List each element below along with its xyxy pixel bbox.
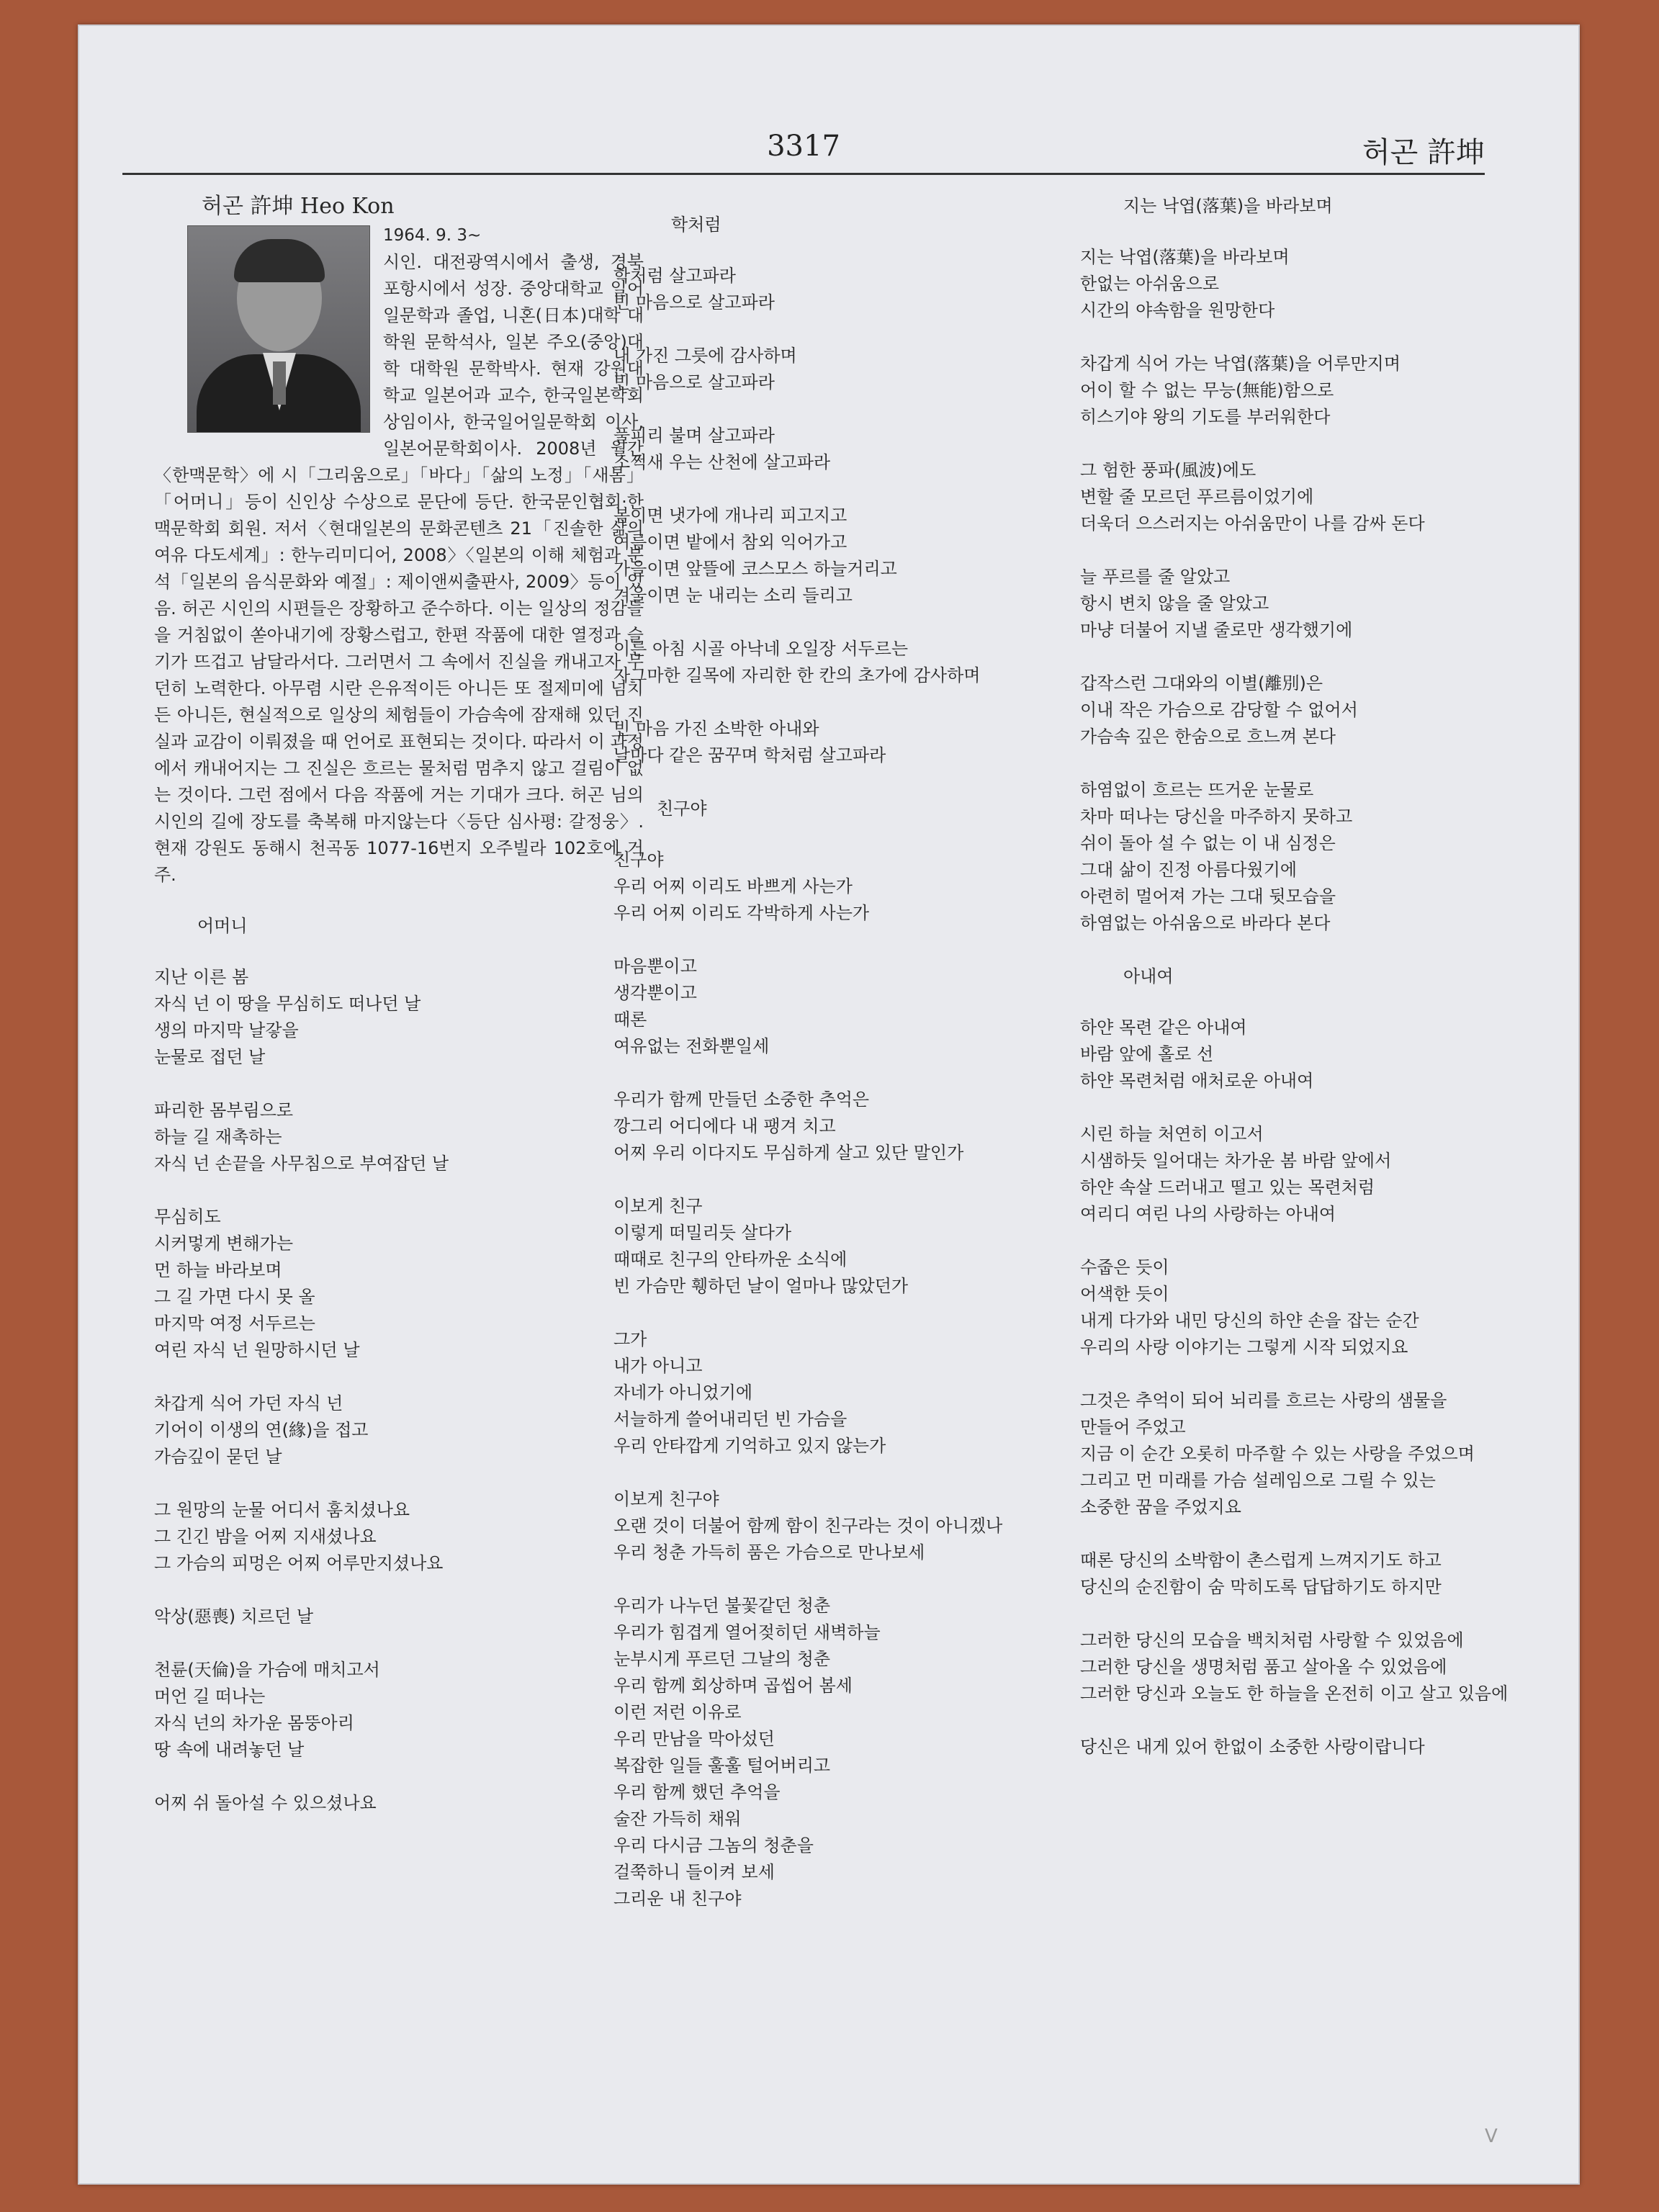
poem-line: 눈물로 접던 날 [154, 1047, 266, 1067]
poem-title: 친구야 [657, 799, 707, 819]
poem-line: 이런 저런 이유로 [613, 1702, 742, 1722]
stanza [154, 964, 644, 1071]
poem-line: 자그마한 길목에 자리한 한 칸의 초가에 감사하며 [613, 665, 981, 685]
poem-line: 어이 할 수 없는 무능(無能)함으로 [1080, 380, 1334, 400]
stanza [1080, 457, 1519, 537]
poem-line: 여린 자식 넌 원망하시던 날 [154, 1340, 360, 1360]
poem-line: 가슴속 깊은 한숨으로 흐느껴 본다 [1080, 727, 1336, 747]
poem-line: 쉬이 돌아 설 수 없는 이 내 심정은 [1080, 833, 1336, 853]
poem-line: 생의 마지막 날갛을 [154, 1020, 299, 1040]
poem-line: 천륜(天倫)을 가슴에 매치고서 [154, 1660, 380, 1680]
poem-line: 오랜 것이 더불어 함께 함이 친구라는 것이 아니겠나 [613, 1516, 1003, 1536]
poem-line: 자식 넌의 차가운 몸뚱아리 [154, 1713, 354, 1733]
poem-line: 봄이면 냇가에 개나리 피고지고 [613, 505, 848, 526]
stanza [613, 1486, 1060, 1566]
poem-line: 친구야 [613, 850, 664, 870]
poem-title: 어머니 [197, 916, 248, 936]
poem-line: 가슴깊이 묻던 날 [154, 1447, 282, 1467]
poem-line: 늘 푸르를 줄 알았고 [1080, 567, 1231, 587]
poem-line: 소쩍새 우는 산천에 살고파라 [613, 452, 831, 472]
poem-line: 술잔 가득히 채워 [613, 1809, 742, 1829]
stanza [154, 1657, 644, 1763]
stanza [613, 847, 1060, 927]
poem-line: 그러한 당신의 모습을 백치처럼 사랑할 수 있었음에 [1080, 1630, 1464, 1650]
stanza [1080, 1121, 1519, 1228]
poem-line: 여리디 여린 나의 사랑하는 아내여 [1080, 1204, 1336, 1224]
page-number: 3317 [767, 130, 840, 163]
poem-line: 그리고 먼 미래를 가슴 설레임으로 그릴 수 있는 [1080, 1470, 1436, 1491]
poem-line: 더욱더 으스러지는 아쉬움만이 나를 감싸 돈다 [1080, 513, 1425, 534]
stanza [154, 1790, 644, 1817]
poem-line: 우리가 함께 만들던 소중한 추억은 [613, 1089, 870, 1110]
poem-line: 우리 어찌 이리도 각박하게 사는가 [613, 903, 870, 923]
poem-line: 그 길 가면 다시 못 올 [154, 1287, 315, 1307]
poem-line: 이렇게 떠밀리듯 살다가 [613, 1223, 792, 1243]
poem-line: 내 가진 그릇에 감사하며 [613, 346, 797, 366]
author-birth: 1964. 9. 3~ [383, 226, 482, 245]
poem-line: 이보게 친구야 [613, 1489, 719, 1509]
poem-line: 날마다 같은 꿈꾸며 학처럼 살고파라 [613, 745, 886, 765]
poem-line: 눈부시게 푸르던 그날의 청춘 [613, 1649, 831, 1669]
poem-line: 가을이면 앞뜰에 코스모스 하늘거리고 [613, 559, 897, 579]
poem-line: 차마 떠나는 당신을 마주하지 못하고 [1080, 806, 1353, 827]
poem-line: 시간의 야속함을 원망한다 [1080, 300, 1275, 320]
poem-line: 그 험한 풍파(風波)에도 [1080, 460, 1256, 480]
poem-line: 만들어 주었고 [1080, 1417, 1186, 1437]
poem-line: 내게 다가와 내민 당신의 하얀 손을 잡는 순간 [1080, 1310, 1419, 1331]
poem-line: 어찌 우리 이다지도 무심하게 살고 있단 말인가 [613, 1143, 964, 1163]
poem-line: 자식 넌 이 땅을 무심히도 떠나던 날 [154, 994, 421, 1014]
poem-line: 우리가 나누던 불꽃같던 청춘 [613, 1596, 831, 1616]
poem-line: 갑작스런 그대와의 이별(離別)은 [1080, 673, 1323, 693]
page-header [122, 130, 1485, 175]
poem-line: 복잡한 일들 훌훌 털어버리고 [613, 1755, 831, 1776]
poem-line: 때때로 친구의 안타까운 소식에 [613, 1249, 848, 1269]
poem-line: 아련히 멀어져 가는 그대 뒷모습을 [1080, 886, 1336, 907]
poem-line: 지는 낙엽(落葉)을 바라보며 [1080, 247, 1290, 267]
poem-line: 그러한 당신과 오늘도 한 하늘을 온전히 이고 살고 있음에 [1080, 1683, 1509, 1704]
column-3 [1080, 193, 1519, 1787]
poem-line: 우리의 사랑 이야기는 그렇게 시작 되었지요 [1080, 1337, 1408, 1357]
stanza [1080, 1547, 1519, 1601]
poem-line: 당신의 순진함이 숨 막히도록 답답하기도 하지만 [1080, 1577, 1442, 1597]
poem-line: 하얀 속살 드러내고 떨고 있는 목련처럼 [1080, 1177, 1375, 1197]
poem-line: 깡그리 어디에다 내 팽겨 치고 [613, 1116, 836, 1136]
poem-line: 내가 아니고 [613, 1356, 703, 1376]
poem-line: 때론 당신의 소박함이 촌스럽게 느껴지기도 하고 [1080, 1550, 1442, 1570]
poem-line: 파리한 몸부림으로 [154, 1100, 294, 1120]
poem-body [1080, 1015, 1519, 1761]
poem-line: 마지막 여정 서두르는 [154, 1313, 315, 1334]
poem-line: 생각뿐이고 [613, 983, 697, 1003]
poem-line: 바람 앞에 홀로 선 [1080, 1044, 1214, 1064]
poem-line: 어찌 쉬 돌아설 수 있으셨나요 [154, 1793, 377, 1813]
poem-line: 악상(惡喪) 치르던 날 [154, 1606, 314, 1627]
poem-line: 그러한 당신을 생명처럼 품고 살아올 수 있었음에 [1080, 1657, 1447, 1677]
poem-line: 항시 변치 않을 줄 알았고 [1080, 593, 1269, 613]
running-head: 허곤 許坤 [1362, 136, 1485, 169]
poem-line: 우리가 힘겹게 열어젖히던 새벽하늘 [613, 1622, 881, 1642]
poem-line: 그 가슴의 피멍은 어찌 어루만지셨나요 [154, 1553, 444, 1573]
poem-line: 그가 [613, 1329, 647, 1349]
stanza [1080, 1254, 1519, 1361]
poem-line: 빈 가슴만 휑하던 날이 얼마나 많았던가 [613, 1276, 909, 1296]
poem-line: 무심히도 [154, 1207, 221, 1227]
poem-line: 지금 이 순간 오롯히 마주할 수 있는 사랑을 주었으며 [1080, 1444, 1475, 1464]
stanza [154, 1390, 644, 1470]
poem-body [154, 964, 644, 1817]
corner-mark: V [1485, 2126, 1498, 2147]
column-2 [613, 193, 1060, 1939]
poem-line: 지난 이른 봄 [154, 967, 249, 987]
stanza [613, 636, 1060, 689]
poem-leaves [1080, 193, 1519, 937]
poem-title: 지는 낙엽(落葉)을 바라보며 [1123, 196, 1333, 216]
author-bio: 시인. 대전광역시에서 출생, 경북 포항시에서 성장. 중앙대학교 일어일문학과 졸업, 니혼(日本)대학 대학원 문학석사, 일본 주오(중앙)대학 대학원 문학박사. 현재 강원대학교 일본어과 교수, 한국일본학회 상임이사, 한국일어일문학회 이사, 일본어문학회이사. 2008년 월간 〈한맥문학〉에 시「그리움으로」「바다」「삶의 노정」「새봄」「어머니」등이 신인상 수상으로 문단에 등단. 한국문인협회·한맥문학회 회원. 저서〈현대일본의 문화콘텐츠 21「진솔한 삶의 여유 다도세계」: 한누리미디어, 2008〉〈일본의 이해 체험과 분석「일본의 음식문화와 예절」: 제이앤씨출판사, 2009〉등이 있음. 허곤 시인의 시편들은 장황하고 준수하다. 이는 일상의 정감들을 거침없이 쏟아내기에 장황스럽고, 한편 작품에 대한 열정과 슬기가 뜨겁고 남달라서다. 그러면서 그 속에서 진실을 캐내고자 무던히 노력한다. 아무렴 시란 은유적이든 아니든 또 절제미에 넘치든 아니든, 현실적으로 일상의 체험들이 가슴속에 잠재해 있던 진실과 교감이 이뤄졌을 때 언어로 표현되는 것이다. 따라서 이 과정에서 캐내어지는 그 진실은 흐르는 물처럼 멈추지 않고 걸림이 없는 것이다. 그런 점에서 다음 작품에 거는 기대가 크다. 허곤 님의 시인의 길에 장도를 축복해 마지않는다〈등단 심사평: 갈정웅〉. 현재 강원도 동해시 천곡동 1077-16번지 오주빌라 102호에 거주. [154, 252, 644, 885]
stanza [154, 1604, 644, 1630]
stanza [613, 423, 1060, 476]
poem-line: 빈 마음으로 살고파라 [613, 292, 775, 313]
poem-line: 히스기야 왕의 기도를 부러워한다 [1080, 407, 1331, 427]
poem-line: 자네가 아니었기에 [613, 1382, 753, 1403]
poem-mother [154, 913, 644, 1817]
poem-body [613, 847, 1060, 1912]
poem-line: 어색한 듯이 [1080, 1284, 1169, 1304]
column-1 [154, 193, 644, 1843]
poem-line: 땅 속에 내려놓던 날 [154, 1740, 305, 1760]
stanza [1080, 1627, 1519, 1707]
poem-line: 차갑게 식어 가던 자식 넌 [154, 1393, 343, 1413]
poem-line: 이른 아침 시골 아낙네 오일장 서두르는 [613, 639, 909, 659]
poem-line: 하얀 목련처럼 애처로운 아내여 [1080, 1071, 1314, 1091]
stanza [1080, 244, 1519, 324]
poem-line: 변할 줄 모르던 푸르름이었기에 [1080, 487, 1314, 507]
poem-body [613, 263, 1060, 769]
poem-line: 여름이면 밭에서 참외 익어가고 [613, 532, 848, 552]
poem-line: 풀피리 불며 살고파라 [613, 426, 775, 446]
poem-line: 이보게 친구 [613, 1196, 703, 1216]
stanza [613, 953, 1060, 1060]
poem-line: 시샘하듯 일어대는 차가운 봄 바람 앞에서 [1080, 1151, 1392, 1171]
poem-line: 마냥 더불어 지낼 줄로만 생각했기에 [1080, 620, 1353, 640]
poem-friend [613, 796, 1060, 1912]
stanza [154, 1497, 644, 1577]
poem-line: 우리 함께 했던 추억을 [613, 1782, 781, 1802]
poem-line: 자식 넌 손끝을 사무침으로 부여잡던 날 [154, 1154, 449, 1174]
poem-line: 마음뿐이고 [613, 956, 697, 976]
stanza [1080, 351, 1519, 431]
poem-line: 하늘 길 재촉하는 [154, 1127, 282, 1147]
poem-line: 우리 어찌 이리도 바쁘게 사는가 [613, 876, 853, 896]
author-bio-block [154, 222, 644, 889]
poem-line: 하염없는 아쉬움으로 바라다 본다 [1080, 913, 1331, 933]
stanza [1080, 777, 1519, 937]
stanza [613, 716, 1060, 769]
poem-line: 하염없이 흐르는 뜨거운 눈물로 [1080, 780, 1314, 800]
poem-line: 우리 안타깝게 기억하고 있지 않는가 [613, 1436, 886, 1456]
author-photo [187, 225, 370, 433]
stanza [613, 263, 1060, 316]
poem-line: 여유없는 전화뿐일세 [613, 1036, 770, 1056]
poem-line: 학처럼 살고파라 [613, 266, 736, 286]
poem-line: 시커멓게 변해가는 [154, 1233, 294, 1254]
poem-line: 기어이 이생의 연(緣)을 접고 [154, 1420, 369, 1440]
poem-body [1080, 244, 1519, 937]
poem-line: 우리 만남을 막아섰던 [613, 1729, 775, 1749]
poem-line: 우리 다시금 그놈의 청춘을 [613, 1835, 814, 1856]
stanza [1080, 1734, 1519, 1761]
poem-line: 이내 작은 가슴으로 감당할 수 없어서 [1080, 700, 1358, 720]
poem-line: 머언 길 떠나는 [154, 1686, 266, 1707]
poem-line: 겨울이면 눈 내리는 소리 들리고 [613, 585, 853, 606]
poem-crane [613, 212, 1060, 769]
poem-line: 그대 삶이 진정 아름다웠기에 [1080, 860, 1298, 880]
poem-line: 한없는 아쉬움으로 [1080, 274, 1220, 294]
stanza [1080, 1388, 1519, 1521]
stanza [613, 1193, 1060, 1300]
poem-line: 빈 마음으로 살고파라 [613, 372, 775, 392]
poem-line: 하얀 목련 같은 아내여 [1080, 1017, 1247, 1038]
stanza [1080, 564, 1519, 644]
poem-line: 당신은 내게 있어 한없이 소중한 사랑이랍니다 [1080, 1737, 1425, 1757]
poem-line: 수줍은 듯이 [1080, 1257, 1169, 1277]
stanza [1080, 670, 1519, 750]
poem-wife [1080, 963, 1519, 1761]
author-name: 허곤 許坤 Heo Kon [202, 194, 395, 219]
poem-line: 서늘하게 쓸어내리던 빈 가슴을 [613, 1409, 848, 1429]
poem-line: 그것은 추억이 되어 뇌리를 흐르는 사랑의 샘물을 [1080, 1390, 1447, 1411]
stanza [613, 503, 1060, 609]
stanza [613, 1593, 1060, 1912]
poem-line: 차갑게 식어 가는 낙엽(落葉)을 어루만지며 [1080, 354, 1401, 374]
poem-line: 소중한 꿈을 주었지요 [1080, 1497, 1241, 1517]
stanza [154, 1204, 644, 1364]
poem-line: 빈 마음 가진 소박한 아내와 [613, 719, 819, 739]
stanza [613, 343, 1060, 396]
stanza [613, 1087, 1060, 1166]
poem-line: 그 긴긴 밤을 어찌 지새셨나요 [154, 1527, 377, 1547]
poem-line: 때론 [613, 1010, 647, 1030]
stanza [613, 1326, 1060, 1460]
poem-line: 먼 하늘 바라보며 [154, 1260, 282, 1280]
poem-line: 우리 청춘 가득히 품은 가슴으로 만나보세 [613, 1542, 925, 1563]
poem-line: 우리 함께 회상하며 곱씹어 봄세 [613, 1676, 853, 1696]
poem-line: 시린 하늘 처연히 이고서 [1080, 1124, 1264, 1144]
poem-title: 학처럼 [671, 215, 721, 235]
poem-line: 걸쭉하니 들이켜 보세 [613, 1862, 775, 1882]
stanza [154, 1097, 644, 1177]
stanza [1080, 1015, 1519, 1094]
poem-line: 그 원망의 눈물 어디서 훔치셨나요 [154, 1500, 410, 1520]
poem-line: 그리운 내 친구야 [613, 1889, 742, 1909]
poem-title: 아내여 [1123, 966, 1174, 986]
